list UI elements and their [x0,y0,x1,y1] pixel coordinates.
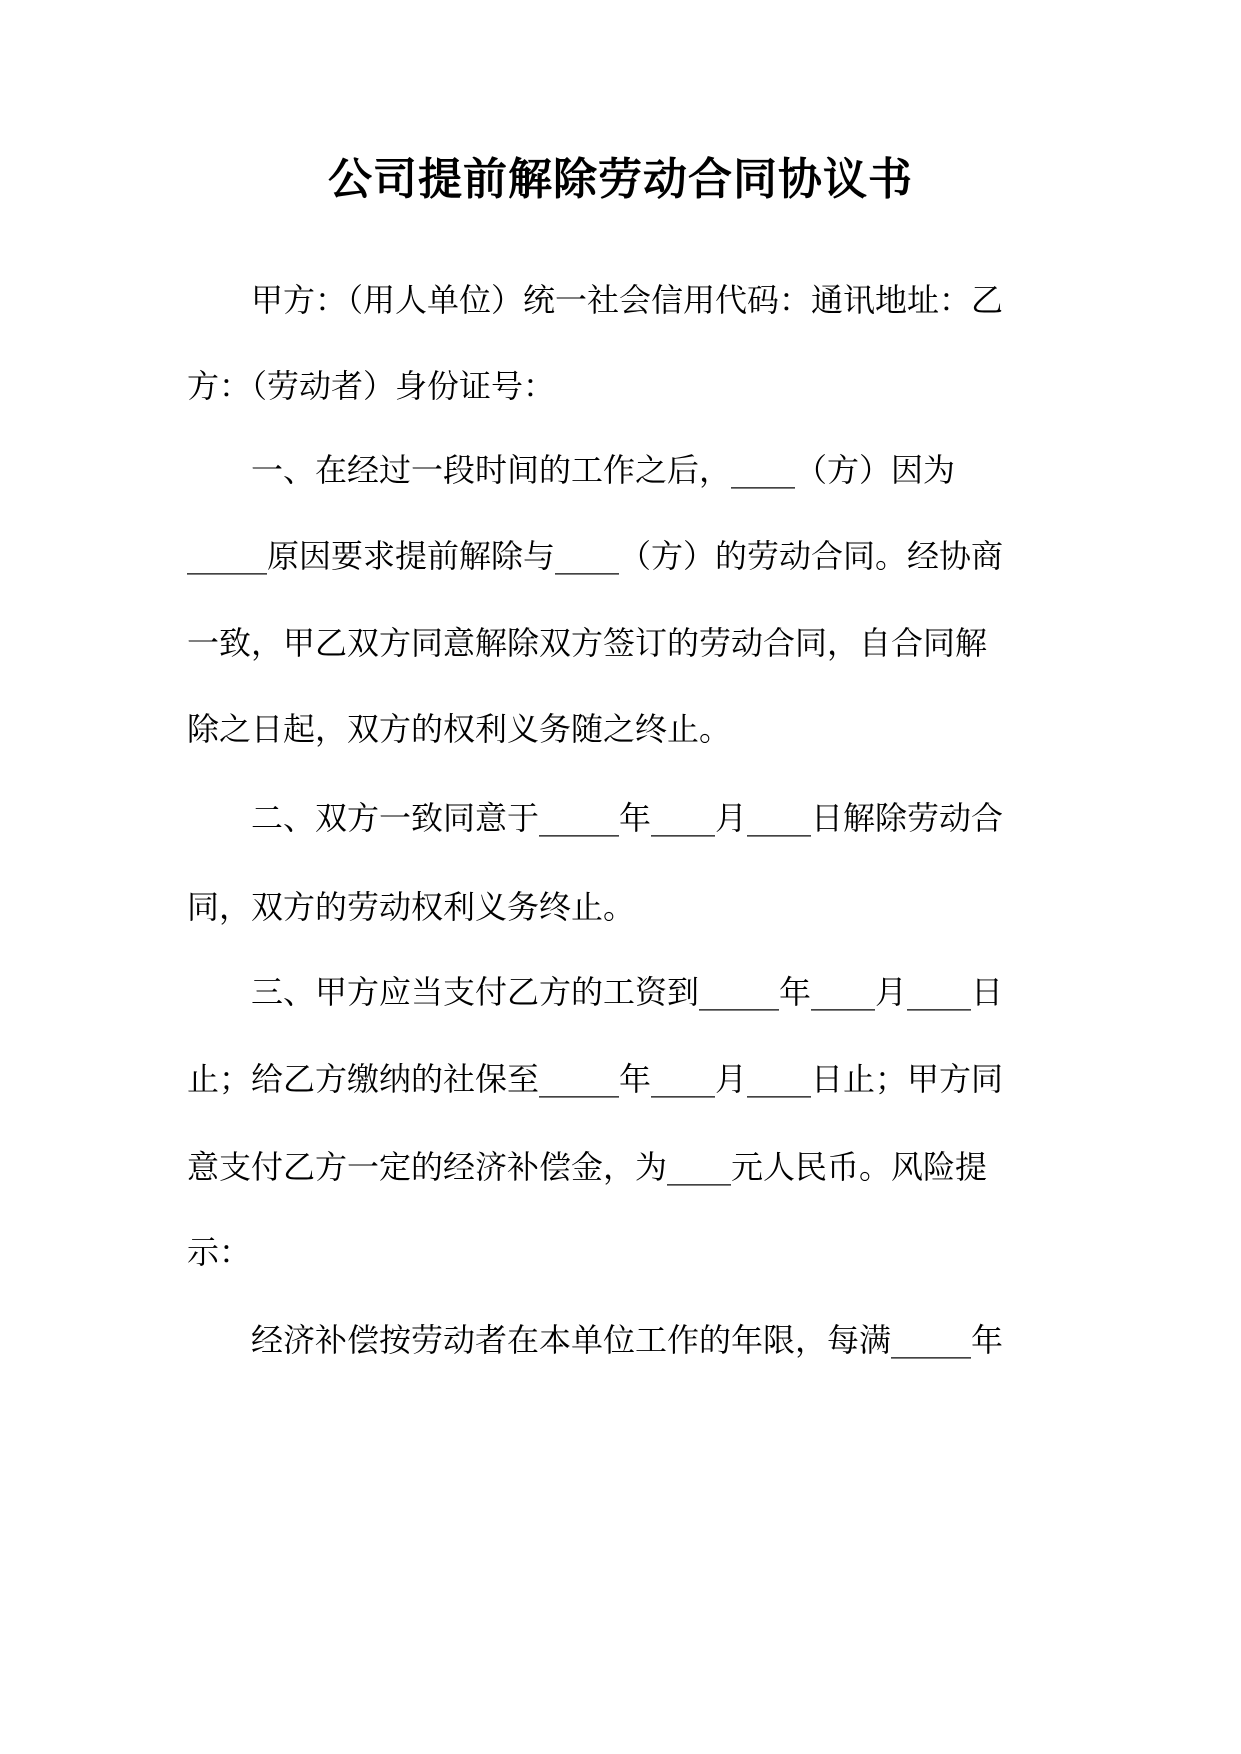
text-line-clause-1-cont-3: 除之日起，双方的权利义务随之终止。 [187,710,732,748]
text-line-clause-2-cont: 同，双方的劳动权利义务终止。 [187,888,636,926]
text-line-party-b: 方：（劳动者）身份证号： [187,367,556,405]
text-line-clause-3-cont-2: 意支付乙方一定的经济补偿金，为____元人民币。风险提 [187,1148,988,1186]
document-title: 公司提前解除劳动合同协议书 [328,154,913,205]
text-line-clause-1-cont-1: _____原因要求提前解除与____（方）的劳动合同。经协商 [187,537,1004,575]
text-line-clause-1-cont-2: 一致，甲乙双方同意解除双方签订的劳动合同，自合同解 [187,624,988,662]
text-line-clause-2: 二、双方一致同意于_____年____月____日解除劳动合 [251,799,1004,837]
text-line-clause-3-cont-1: 止；给乙方缴纳的社保至_____年____月____日止；甲方同 [187,1060,1004,1098]
text-line-clause-3: 三、甲方应当支付乙方的工资到_____年____月____日 [251,973,1004,1011]
text-line-clause-1: 一、在经过一段时间的工作之后，____（方）因为 [251,451,956,489]
text-line-party-a: 甲方：（用人单位）统一社会信用代码：通讯地址：乙 [251,281,1004,319]
text-line-compensation: 经济补偿按劳动者在本单位工作的年限，每满_____年 [251,1321,1004,1359]
text-line-clause-3-cont-3: 示： [187,1233,252,1271]
